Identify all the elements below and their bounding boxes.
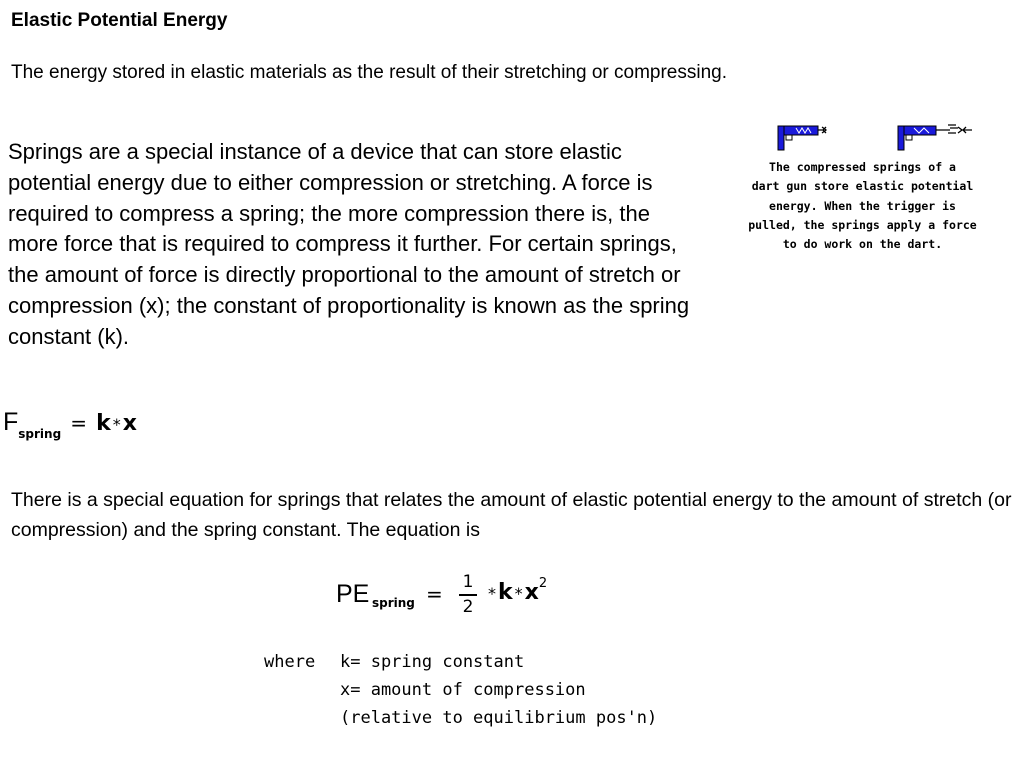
force-symbol: F (3, 408, 19, 436)
spring-constant-symbol: k (498, 580, 513, 605)
equals-sign: = (70, 411, 88, 435)
slide-title: Elastic Potential Energy (11, 10, 228, 31)
figure-caption (730, 158, 995, 254)
equals-sign: = (426, 582, 443, 606)
displacement-symbol: x (122, 411, 137, 436)
caption-line: energy. When the trigger is (769, 198, 956, 213)
caption-line: pulled, the springs apply a force (748, 217, 977, 232)
definition-text: The energy stored in elastic materials as the result of their stretching or compressing. (11, 62, 727, 83)
pe-subscript: spring (372, 596, 415, 610)
x-definition-note: (relative to equilibrium pos'n) (340, 708, 658, 728)
pe-symbol: PE (336, 580, 370, 608)
caption-line: to do work on the dart. (782, 237, 943, 252)
exponent: 2 (538, 576, 548, 591)
force-subscript: spring (18, 427, 62, 441)
special-equation-paragraph: There is a special equation for springs that relates the amount of elastic potential energy to the amount of stretch (or compression) and the spring constant. The equation is (11, 489, 1012, 541)
force-equation (3, 408, 137, 444)
dart-gun-fired-icon (896, 122, 976, 156)
k-definition: k= spring constant (340, 652, 525, 672)
fraction-numerator: 1 (462, 572, 474, 592)
spring-constant-symbol: k (96, 411, 111, 436)
caption-line: The compressed springs of a (769, 160, 956, 174)
fraction-bar (459, 594, 477, 596)
springs-paragraph: Springs are a special instance of a device that can store elastic potential energy due to either compression or stretching. A force is required to compress a spring; the more compression there is, the more force that is required to compress it further. For certain springs, the amount of force is directly proportional to the amount of stretch or compression (x); the constant of proportionality is known as the spring constant (k). (8, 139, 690, 349)
displacement-symbol: x (524, 580, 539, 605)
caption-line: dart gun store elastic potential (751, 179, 974, 194)
dart-gun-figure (730, 116, 995, 256)
pe-product (486, 576, 548, 605)
dart-gun-compressed-icon (776, 122, 836, 156)
x-definition: x= amount of compression (340, 680, 586, 700)
where-label: where (264, 652, 316, 672)
multiply-sign: * (514, 584, 523, 603)
multiply-sign: * (488, 584, 496, 603)
fraction-denominator: 2 (462, 597, 474, 617)
multiply-sign: * (112, 415, 121, 434)
